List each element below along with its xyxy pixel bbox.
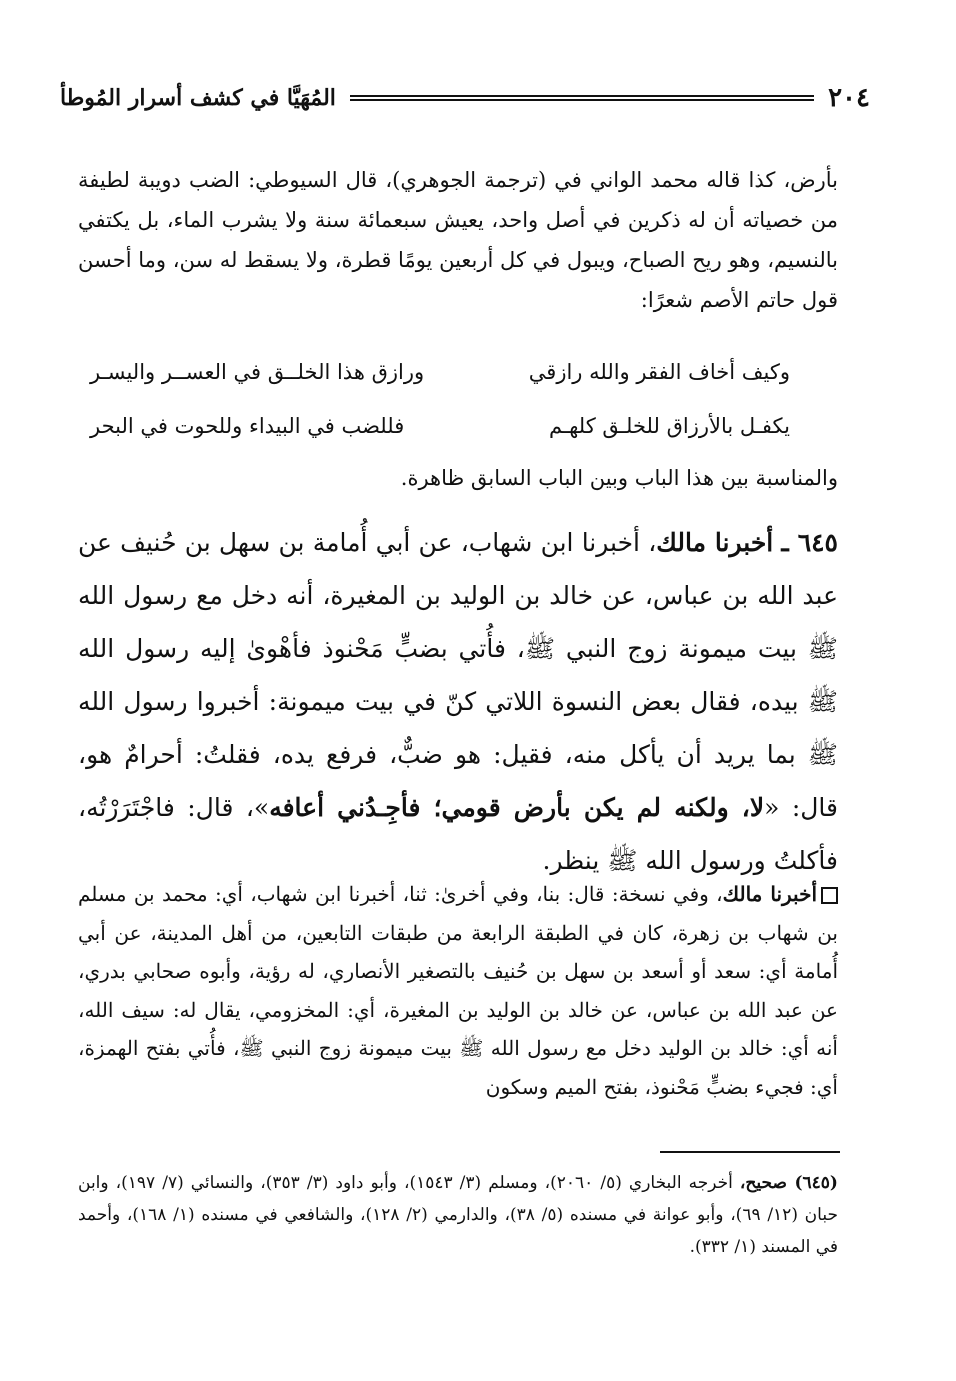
header-rule xyxy=(350,95,814,101)
hadith-text xyxy=(78,516,838,887)
footnote xyxy=(78,1167,838,1263)
hadith-lead: أخبرنا مالك xyxy=(656,528,774,557)
poem-verse xyxy=(90,399,790,453)
commentary-body: ، وفي نسخة: قال: بنا، وفي أخرىٰ: ثنا، أخبرنا ابن شهاب، أي: محمد بن مسلم بن شهاب بن زهرة، كان في الطبقة الرابعة من طبقات التابعين، من أهل المدينة، عن أبي أُمامة أي: سعد أو أسعد بن سهل بن حُنيف بالتصغير الأنصاري، له رؤية، وأبوه صحابي بدري، عن عبد الله بن عباس، عن خالد بن الوليد بن المغيرة، أي: المخزومي، يقال له: سيف الله، أنه أي: خالد بن الوليد دخل مع رسول الله ﷺ بيت ميمونة زوج النبي ﷺ، فأُتي بفتح الهمزة، أي: فجيء بضبٍّ مَحْنوذ، بفتح الميم وسكون xyxy=(78,882,838,1099)
hadith-body-1: ، أخبرنا ابن شهاب، عن أبي أُمامة بن سهل بن حُنيف عن عبد الله بن عباس، عن خالد بن الوليد بن المغيرة، أنه دخل مع رسول الله ﷺ بيت ميمونة زوج النبي ﷺ، فأُتي بضبٍّ مَحْنوذ فأهْوىٰ إليه رسول الله ﷺ بيده، فقال بعض النسوة اللاتي كنّ في بيت ميمونة: أخبروا رسول الله ﷺ بما يريد أن يأكل منه، فقيل: هو ضبٌّ، فرفع يده، فقلتُ: أحرامٌ هو، قال: « xyxy=(78,528,838,822)
poem-verse xyxy=(90,345,790,399)
hadith-number: ٦٤٥ ـ xyxy=(781,528,838,557)
poem-hemistich-first: وكيف أخاف الفقر والله رازقي xyxy=(528,360,790,384)
box-marker-icon xyxy=(821,887,838,904)
poem-hemistich-second: ورازق هذا الخلــق في العســر واليسـر xyxy=(90,360,425,384)
poem-hemistich-first: يكفـل بالأرزاق للخلـق كلهـم xyxy=(548,414,790,438)
poem xyxy=(90,345,790,453)
footnote-body: أخرجه البخاري (٥/ ٢٠٦٠)، ومسلم (٣/ ١٥٤٣)، وأبو داود (٣/ ٣٥٣)، والنسائي (٧/ ١٩٧)، وابن حبان (١٢/ ٦٩)، وأبو عوانة في مسنده (٥/ ٣٨)، والدارمي (٢/ ١٢٨)، والشافعي في مسنده (١/ ١٦٨)، وأحمد في المسند (١/ ٣٣٢). xyxy=(78,1173,838,1257)
book-title: المُهَيَّا في كشف أسرار المُوطأ xyxy=(60,85,336,111)
commentary xyxy=(78,875,838,1106)
commentary-lead: أخبرنا مالك xyxy=(722,882,817,906)
footnote-lead: (٦٤٥) صحيح، xyxy=(739,1173,838,1193)
poem-hemistich-second: فللضب في البيداء وللحوت في البحر xyxy=(90,414,405,438)
hadith-body-2: »، قال: فاجْتَرَرْتُه، فأكلتُ ورسول الله ﷺ ينظر. xyxy=(78,793,838,875)
footnote-rule xyxy=(660,1151,840,1153)
hadith-quote: لا، ولكنه لم يكن بأرض قومي؛ فأجِـدُني أعافه xyxy=(269,793,765,822)
transition-paragraph: والمناسبة بين هذا الباب وبين الباب السابق ظاهرة. xyxy=(400,466,838,490)
page-number: ٢٠٤ xyxy=(828,83,870,113)
page-header xyxy=(60,78,870,118)
intro-paragraph: بأرض، كذا قاله محمد الواني في (ترجمة الجوهري)، قال السيوطي: الضب دويبة لطيفة من خصياته أن له ذكرين في أصل واحد، يعيش سبعمائة سنة ولا يشرب الماء، بل يكتفي بالنسيم، وهو ريح الصباح، ويبول في كل أربعين يومًا قطرة، ولا يسقط له سن، وما أحسن قول حاتم الأصم شعرًا: xyxy=(78,168,838,312)
